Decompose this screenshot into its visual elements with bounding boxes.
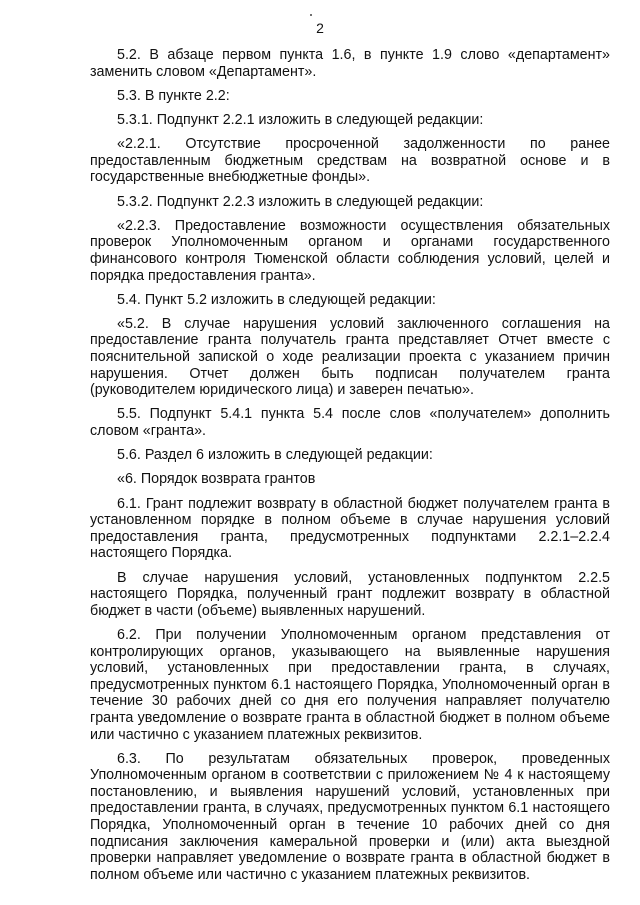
paragraph-5-3-2: 5.3.2. Подпункт 2.2.3 изложить в следующей редакции: [117, 193, 484, 210]
paragraph-5-3-1: 5.3.1. Подпункт 2.2.1 изложить в следующей редакции: [117, 111, 484, 128]
paragraph-5-5: 5.5. Подпункт 5.4.1 пункта 5.4 после слов «получателем» дополнить словом «гранта». [90, 406, 610, 440]
paragraph-6-3: 6.3. По результатам обязательных проверок, проведенных Уполномоченным органом в соответствии с приложением № 4 к настоящему постановлению, и выявления нарушений условий, установленных при предоставлении гранта, в случаях, предусмотренных пунктом 6.1 настоящего Порядка, Уполномоченный орган в течение 10 рабочих дней со дня подписания заключения камеральной проверки и (или) акта выездной проверки направляет уведомление о возврате гранта в областной бюджет в полном объеме или частично с указанием платежных реквизитов. [90, 750, 610, 883]
quote-2-2-3: «2.2.3. Предоставление возможности осуществления обязательных проверок Уполномоченным органом и органами государственного финансового контроля Тюменской области соблюдения условий, целей и порядка предоставления гранта». [90, 217, 610, 284]
quote-5-2: «5.2. В случае нарушения условий заключенного соглашения на предоставление гранта получатель гранта представляет Отчет вместе с пояснительной запиской о ходе реализации проекта с указанием причин нарушения. Отчет должен быть подписан получателем гранта (руководителем юридического лица) и заверен печатью». [90, 315, 610, 399]
paragraph-5-2: 5.2. В абзаце первом пункта 1.6, в пункте 1.9 слово «департамент» заменить словом «Департамент». [90, 47, 610, 80]
section-6-heading: «6. Порядок возврата грантов [117, 471, 316, 488]
paragraph-6-1: 6.1. Грант подлежит возврату в областной бюджет получателем гранта в установленном порядке в полном объеме в случае нарушения условий предоставления гранта, предусмотренных подпунктами 2.2.1–2.2.4 настоящего Порядка. [90, 495, 610, 562]
paragraph-6-1-second: В случае нарушения условий, установленных подпунктом 2.2.5 настоящего Порядка, полученный грант подлежит возврату в областной бюджет в части (объеме) выявленных нарушений. [90, 569, 610, 619]
document-body [90, 47, 610, 891]
paragraph-6-2: 6.2. При получении Уполномоченным органом представления от контролирующих органов, указывающего на выявленные нарушения условий, установленных при предоставлении гранта, в случаях, предусмотренных пунктом 6.1 настоящего Порядка, Уполномоченный орган в течение 30 рабочих дней со дня его получения направляет получателю гранта уведомление о возврате гранта в областной бюджет в полном объеме или частично с указанием платежных реквизитов. [90, 626, 610, 743]
paragraph-5-4: 5.4. Пункт 5.2 изложить в следующей редакции: [117, 291, 436, 308]
quote-2-2-1: «2.2.1. Отсутствие просроченной задолженности по ранее предоставленным бюджетным средствам на возвратной основе и в государственные внебюджетные фонды». [90, 136, 610, 186]
paragraph-5-6: 5.6. Раздел 6 изложить в следующей редакции: [117, 447, 433, 464]
page-number: 2 [316, 20, 324, 36]
scan-speck [310, 14, 312, 16]
paragraph-5-3: 5.3. В пункте 2.2: [117, 87, 230, 104]
